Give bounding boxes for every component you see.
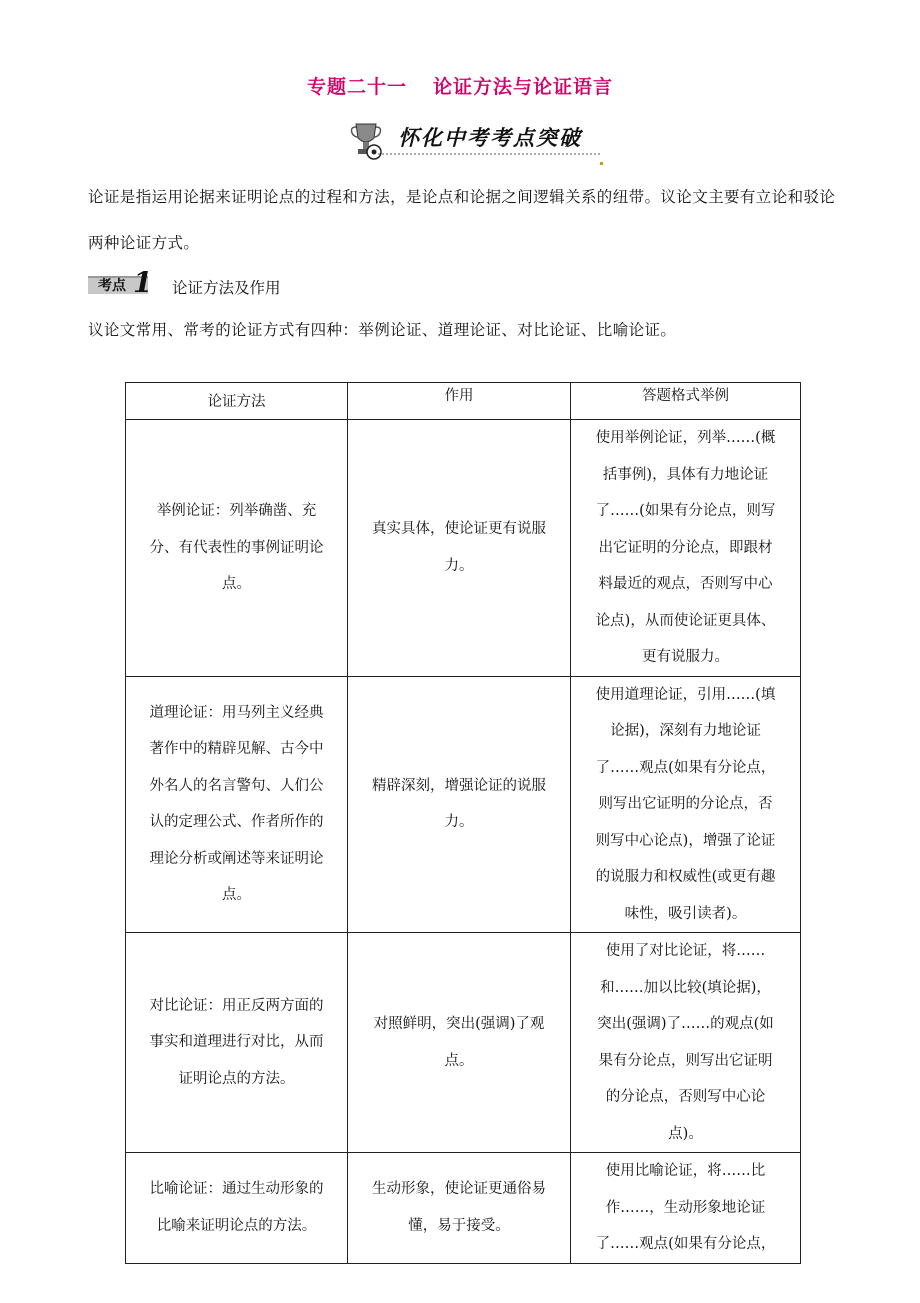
banner-dot [600,162,603,165]
header-effect: 作用 [348,383,571,420]
kaodian-title: 论证方法及作用 [172,279,281,297]
intro-paragraph-line2: 两种论证方式。 [88,234,200,252]
table-row [126,933,801,1153]
example-cell: 使用举例论证，列举……(概 括事例)，具体有力地论证 了……(如果有分论点，则写 出它证明的分论点，即跟材 料最近的观点，否则写中心 论点)，从而使论证更具体、 更有说服力。 [571,420,801,677]
table-row [126,676,801,933]
table-row [126,420,801,677]
example-cell: 使用比喻论证，将……比 作……，生动形象地论证 了……观点(如果有分论点， [571,1153,801,1264]
page-title [0,72,920,99]
header-example: 答题格式举例 [571,383,801,420]
effect-cell: 对照鲜明，突出(强调)了观 点。 [348,933,571,1153]
effect-cell: 生动形象，使论证更通俗易 懂，易于接受。 [348,1153,571,1264]
title-topic-name: 论证方法与论证语言 [433,76,614,98]
method-cell: 比喻论证：通过生动形象的 比喻来证明论点的方法。 [126,1153,348,1264]
methods-summary: 议论文常用、常考的论证方式有四种：举例论证、道理论证、对比论证、比喻论证。 [88,321,677,339]
banner-text: 怀化中考考点突破 [398,126,582,150]
intro-paragraph-line1: 论证是指运用论据来证明论点的过程和方法，是论点和论据之间逻辑关系的纽带。议论文主要有立论和驳论 [88,188,836,206]
trophy-icon [352,124,382,159]
method-cell: 对比论证：用正反两方面的 事实和道理进行对比，从而 证明论点的方法。 [126,933,348,1153]
method-cell: 道理论证：用马列主义经典 著作中的精辟见解、古今中 外名人的名言警句、人们公 认的定理公式、作者所作的 理论分析或阐述等来证明论 点。 [126,676,348,933]
kaodian-label: 考点 [98,278,126,294]
effect-cell: 精辟深刻，增强论证的说服 力。 [348,676,571,933]
method-cell: 举例论证：列举确凿、充 分、有代表性的事例证明论 点。 [126,420,348,677]
argument-methods-table [125,382,801,1264]
example-cell: 使用了对比论证，将…… 和……加以比较(填论据)， 突出(强调)了……的观点(如 果有分论点，则写出它证明 的分论点，否则写中心论 点)。 [571,933,801,1153]
kaodian-number: 1 [133,266,153,299]
header-method: 论证方法 [126,383,348,420]
table-row [126,1153,801,1264]
effect-cell: 真实具体，使论证更有说服 力。 [348,420,571,677]
example-cell: 使用道理论证，引用……(填 论据)，深刻有力地论证 了……观点(如果有分论点， 则写出它证明的分论点，否 则写中心论点)，增强了论证 的说服力和权威性(或更有趣 味性，吸引读者)。 [571,676,801,933]
table-header-row [126,383,801,420]
title-topic-number: 专题二十一 [306,76,407,98]
